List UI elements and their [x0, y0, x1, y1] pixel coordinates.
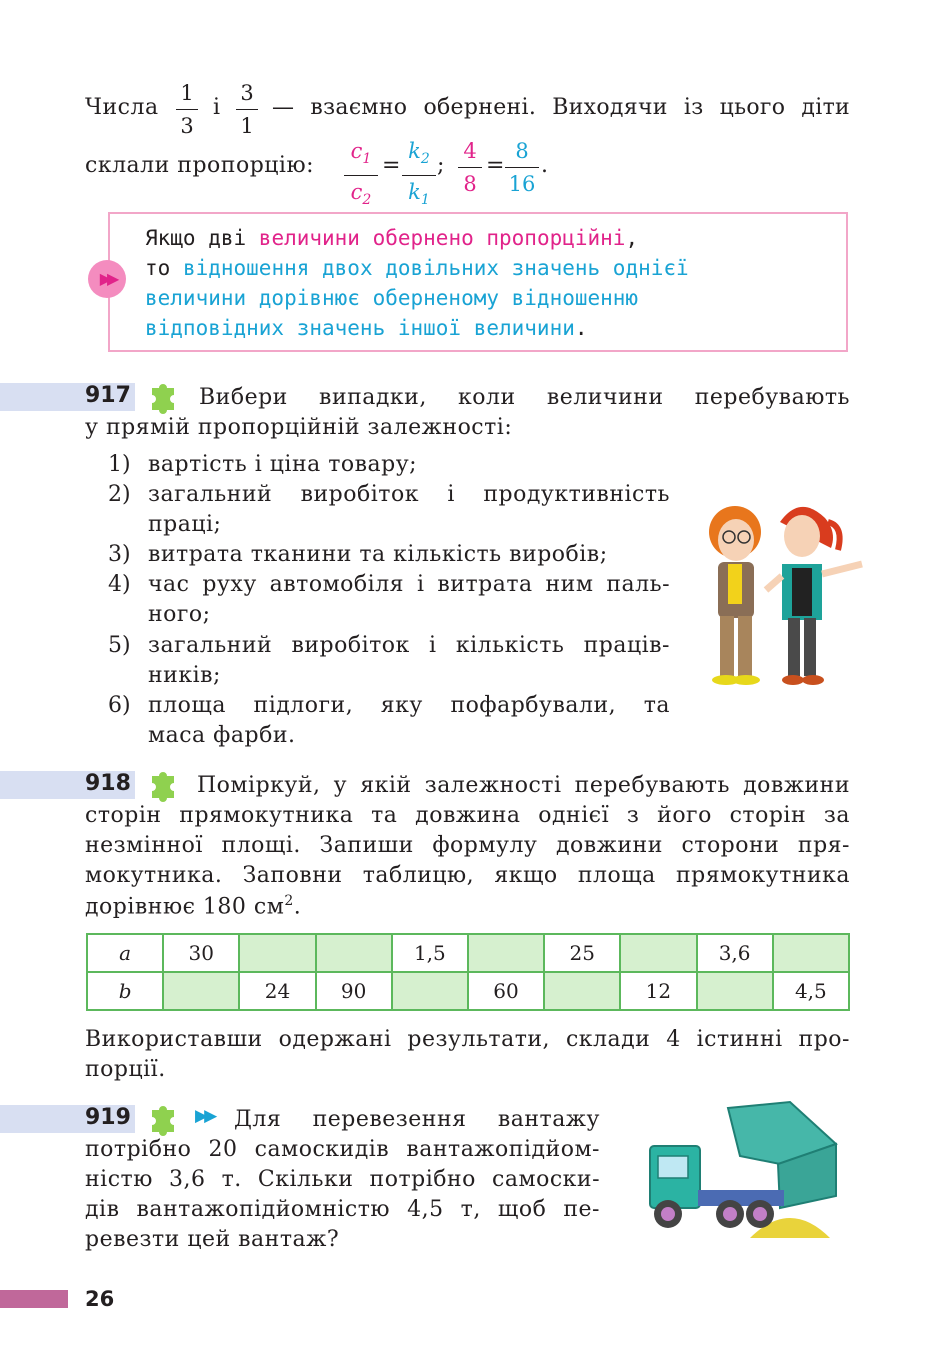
- intro-lead: Числа: [85, 95, 159, 120]
- task-919-line-3: ністю 3,6 т. Скільки потрібно самоски-: [85, 1167, 600, 1192]
- table-cell-empty[interactable]: [163, 972, 239, 1010]
- task-919-line-5: ревезти цей вантаж?: [85, 1227, 340, 1252]
- item-4-number: 4): [108, 572, 131, 597]
- table-cell: 4,5: [773, 972, 849, 1010]
- intro-line-2-lead: склали пропорцію:: [85, 153, 315, 178]
- table-header-b: b: [87, 972, 163, 1010]
- proportion-c-fraction: $c_1$ $c_2$: [344, 138, 378, 213]
- task-919-number: 919: [85, 1105, 131, 1130]
- table-cell-empty[interactable]: [239, 934, 315, 972]
- item-4-text-2: ного;: [148, 602, 211, 627]
- task-918-line-1: Поміркуй, у якій залежності перебувають довжини: [197, 773, 850, 798]
- rule-line-1: Якщо дві величини обернено пропорційні,: [145, 226, 639, 250]
- fraction-one-third: 1 3: [176, 80, 198, 139]
- task-918-line-2: сторін прямокутника та довжина однієї з його сторін за: [85, 803, 850, 828]
- item-3-number: 3): [108, 542, 131, 567]
- item-6-text-2: маса фарби.: [148, 723, 296, 748]
- proportion-4-8: 4 8: [458, 138, 482, 197]
- table-cell-empty[interactable]: [620, 934, 696, 972]
- task-917-line-1: Вибери випадки, коли величини перебувають: [199, 385, 850, 410]
- item-2-text-1: загальний виробіток і продуктивність: [148, 482, 670, 507]
- task-918-line-4: мокутника. Заповни таблицю, якщо площа прямокутника: [85, 863, 850, 888]
- table-cell: 25: [544, 934, 620, 972]
- table-row-b: [87, 972, 849, 1010]
- table-cell: 60: [468, 972, 544, 1010]
- puzzle-icon: [146, 766, 182, 802]
- intro-line-1-rest: — взаємно обернені. Виходячи із цього діти: [272, 95, 850, 120]
- table-cell: 3,6: [697, 934, 773, 972]
- task-917-line-2: у прямій пропорційній залежності:: [85, 415, 513, 440]
- task-918-after-2: порції.: [85, 1057, 166, 1082]
- kids-illustration: [690, 492, 870, 692]
- page-number: 26: [85, 1287, 115, 1311]
- item-5-number: 5): [108, 633, 131, 658]
- task-919-line-4: дів вантажопідйомністю 4,5 т, щоб пе-: [85, 1197, 600, 1222]
- proportion-equals-1: =: [382, 153, 401, 178]
- proportion-8-16: 8 16: [505, 138, 539, 197]
- rule-line-2: то відношення двох довільних значень однієї: [145, 256, 689, 280]
- item-1-text: вартість і ціна товару;: [148, 452, 418, 477]
- fraction-three-one: 3 1: [236, 80, 258, 139]
- task-918-after-1: Використавши одержані результати, склади 4 істинні про-: [85, 1027, 850, 1052]
- table-cell: 24: [239, 972, 315, 1010]
- proportion-equals-2: =: [486, 153, 505, 178]
- proportion-k-fraction: $k_2$ $k_1$: [402, 138, 436, 213]
- item-6-text-1: площа підлоги, яку пофарбували, та: [148, 693, 670, 718]
- item-3-text: витрата тканини та кількість виробів;: [148, 542, 608, 567]
- table-cell-empty[interactable]: [468, 934, 544, 972]
- item-6-number: 6): [108, 693, 131, 718]
- table-cell-empty[interactable]: [392, 972, 468, 1010]
- table-cell: 90: [316, 972, 392, 1010]
- values-table: [86, 933, 850, 1011]
- table-cell: 30: [163, 934, 239, 972]
- item-5-text-1: загальний виробіток і кількість праців-: [148, 633, 670, 658]
- puzzle-icon: [146, 378, 182, 414]
- footer-bar: [0, 1290, 68, 1308]
- table-cell: 1,5: [392, 934, 468, 972]
- table-cell-empty[interactable]: [773, 934, 849, 972]
- table-header-a: a: [87, 934, 163, 972]
- task-918-number: 918: [85, 771, 131, 796]
- task-918-line-3: незмінної площі. Запиши формулу довжини сторони пря-: [85, 833, 850, 858]
- table-cell-empty[interactable]: [316, 934, 392, 972]
- table-cell: 12: [620, 972, 696, 1010]
- fast-forward-icon: ▶▶: [88, 260, 126, 298]
- fast-forward-icon: ▶▶: [195, 1106, 214, 1126]
- puzzle-icon: [146, 1100, 182, 1136]
- table-row-a: [87, 934, 849, 972]
- proportion-separator: ;: [437, 153, 445, 178]
- task-917-number: 917: [85, 383, 131, 408]
- item-1-number: 1): [108, 452, 131, 477]
- task-919-line-1: Для перевезення вантажу: [234, 1107, 600, 1132]
- rule-line-4: відповідних значень іншої величини.: [145, 316, 588, 340]
- table-cell-empty[interactable]: [697, 972, 773, 1010]
- rule-line-3: величини дорівнює оберненому відношенню: [145, 286, 639, 310]
- dump-truck-illustration: [640, 1098, 840, 1248]
- item-4-text-1: час руху автомобіля і витрата ним паль-: [148, 572, 670, 597]
- task-919-line-2: потрібно 20 самоскидів вантажопідйом-: [85, 1137, 600, 1162]
- task-918-line-5: дорівнює 180 $см^2$.: [85, 893, 302, 920]
- intro-conj: і: [213, 95, 221, 120]
- item-5-text-2: ників;: [148, 663, 221, 688]
- table-cell-empty[interactable]: [544, 972, 620, 1010]
- item-2-text-2: праці;: [148, 512, 222, 537]
- proportion-end: .: [541, 153, 548, 178]
- item-2-number: 2): [108, 482, 131, 507]
